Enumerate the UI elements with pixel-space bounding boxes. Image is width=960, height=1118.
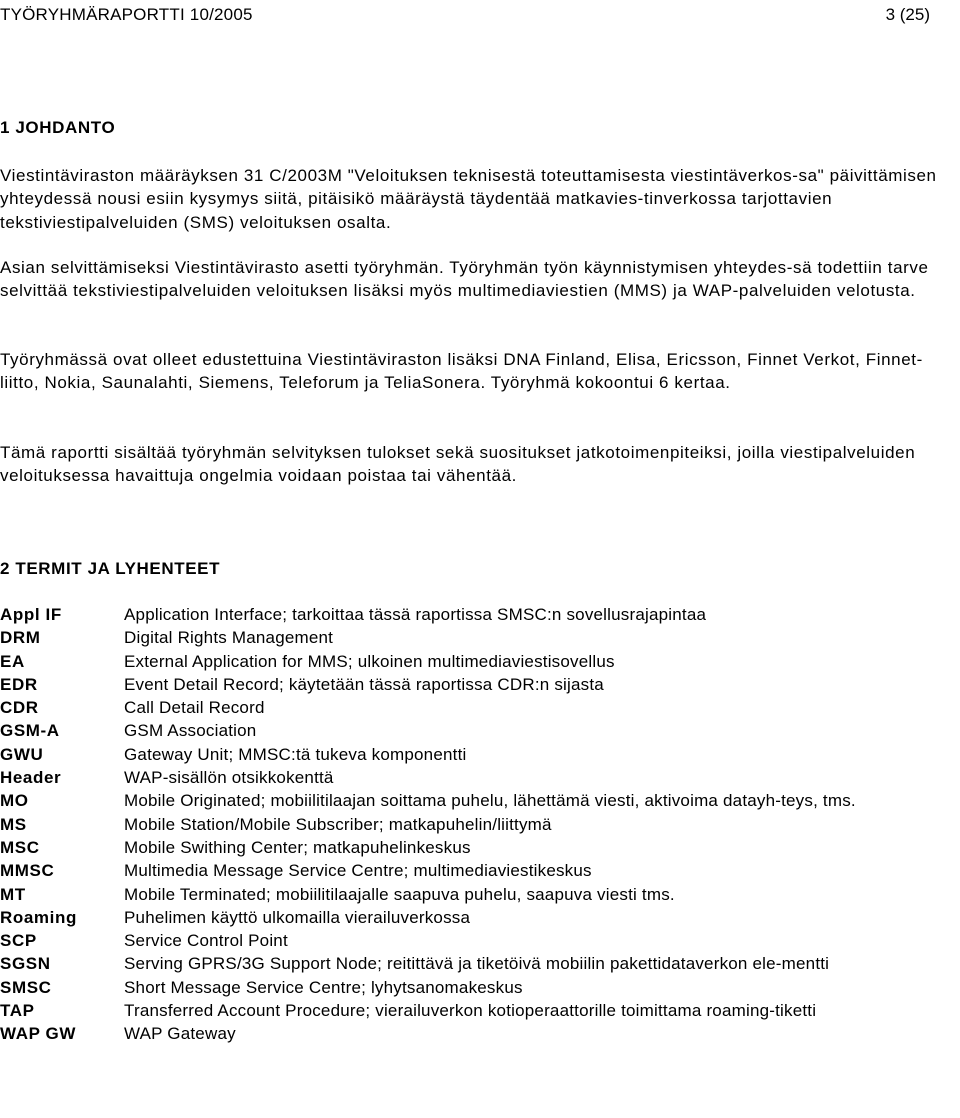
term-definition: WAP Gateway [124,1024,236,1044]
term-row [0,743,958,766]
term-row [0,906,958,929]
term-row [0,883,958,906]
term-abbreviation: GSM-A [0,721,60,741]
term-definition: Call Detail Record [124,698,265,718]
term-row [0,836,958,859]
term-definition: Serving GPRS/3G Support Node; reitittävä ja tiketöivä mobiilin pakettidataverkon ele-mentti [124,954,830,974]
term-definition: Gateway Unit; MMSC:tä tukeva komponentti [124,744,467,764]
term-abbreviation: TAP [0,1001,35,1021]
term-abbreviation: DRM [0,628,41,648]
term-definition: Mobile Originated; mobiilitilaajan soittama puhelu, lähettämä viesti, aktivoima datayh-teys, tms. [124,791,856,811]
report-title: TYÖRYHMÄRAPORTTI 10/2005 [0,5,253,24]
term-row [0,789,958,812]
term-abbreviation: SMSC [0,977,52,997]
term-definition: Puhelimen käyttö ulkomailla vierailuverkossa [124,907,471,927]
term-definition: Short Message Service Centre; lyhytsanomakeskus [124,977,523,997]
terms-list [0,603,958,1046]
term-row [0,929,958,952]
term-row [0,650,958,673]
term-row [0,766,958,789]
term-definition: Transferred Account Procedure; vierailuverkon kotioperaattorille toimittama roaming-tiketti [124,1001,817,1021]
term-definition: Event Detail Record; käytetään tässä raportissa CDR:n sijasta [124,674,604,694]
paragraph: Asian selvittämiseksi Viestintävirasto asetti työryhmän. Työryhmän työn käynnistymisen yhteydes-sä todettiin tarve selvittää tekstiviestipalveluiden veloituksen lisäksi myös multimediaviestien (MMS) ja WAP-palveluiden velotusta. [0,258,929,301]
term-row [0,603,958,626]
paragraph: Työryhmässä ovat olleet edustettuina Viestintäviraston lisäksi DNA Finland, Elisa, Ericsson, Finnet Verkot, Finnet-liitto, Nokia, Saunalahti, Siemens, Teleforum ja TeliaSonera. Työryhmä kokoontui 6 kertaa. [0,350,923,393]
term-row [0,696,958,719]
term-row [0,719,958,742]
term-abbreviation: GWU [0,744,44,764]
paragraph: Tämä raportti sisältää työryhmän selvityksen tulokset sekä suositukset jatkotoimenpiteiksi, joilla viestipalveluiden veloituksessa havaittuja ongelmia voidaan poistaa tai vähentää. [0,443,916,486]
term-abbreviation: MO [0,791,29,811]
term-definition: External Application for MMS; ulkoinen multimediaviestisovellus [124,651,615,671]
term-abbreviation: MS [0,814,27,834]
term-definition: Service Control Point [124,931,288,951]
term-abbreviation: SGSN [0,954,51,974]
term-definition: Multimedia Message Service Centre; multimediaviestikeskus [124,861,592,881]
term-abbreviation: Header [0,768,62,788]
section-heading-johdanto: 1 JOHDANTO [0,118,116,137]
term-row [0,673,958,696]
term-row [0,976,958,999]
term-abbreviation: SCP [0,931,37,951]
term-row [0,999,958,1022]
term-abbreviation: EA [0,651,25,671]
term-abbreviation: MSC [0,837,40,857]
term-abbreviation: WAP GW [0,1024,77,1044]
term-definition: Application Interface; tarkoittaa tässä raportissa SMSC:n sovellusrajapintaa [124,605,707,624]
paragraph: Viestintäviraston määräyksen 31 C/2003M "Veloituksen teknisestä toteuttamisesta viestintäverkos-sa" päivittämisen yhteydessä nousi esiin kysymys siitä, pitäisikö määräystä täydentää matkavies-tinverkossa tarjottavien tekstiviestipalveluiden (SMS) veloituksen osalta. [0,166,937,232]
term-definition: Mobile Swithing Center; matkapuhelinkeskus [124,837,471,857]
term-definition: WAP-sisällön otsikkokenttä [124,768,334,788]
term-abbreviation: EDR [0,674,38,694]
term-row [0,813,958,836]
term-definition: Mobile Station/Mobile Subscriber; matkapuhelin/liittymä [124,814,552,834]
term-definition: Digital Rights Management [124,628,334,648]
page-header [0,2,960,28]
term-row [0,859,958,882]
term-abbreviation: MT [0,884,26,904]
term-row [0,952,958,975]
term-abbreviation: Appl IF [0,605,62,624]
term-row [0,626,958,649]
term-definition: GSM Association [124,721,257,741]
section-heading-termit: 2 TERMIT JA LYHENTEET [0,559,221,578]
term-abbreviation: Roaming [0,907,77,927]
term-abbreviation: CDR [0,698,39,718]
page-number: 3 (25) [885,5,930,24]
term-abbreviation: MMSC [0,861,55,881]
term-definition: Mobile Terminated; mobiilitilaajalle saapuva puhelu, saapuva viesti tms. [124,884,675,904]
term-row [0,1022,958,1045]
